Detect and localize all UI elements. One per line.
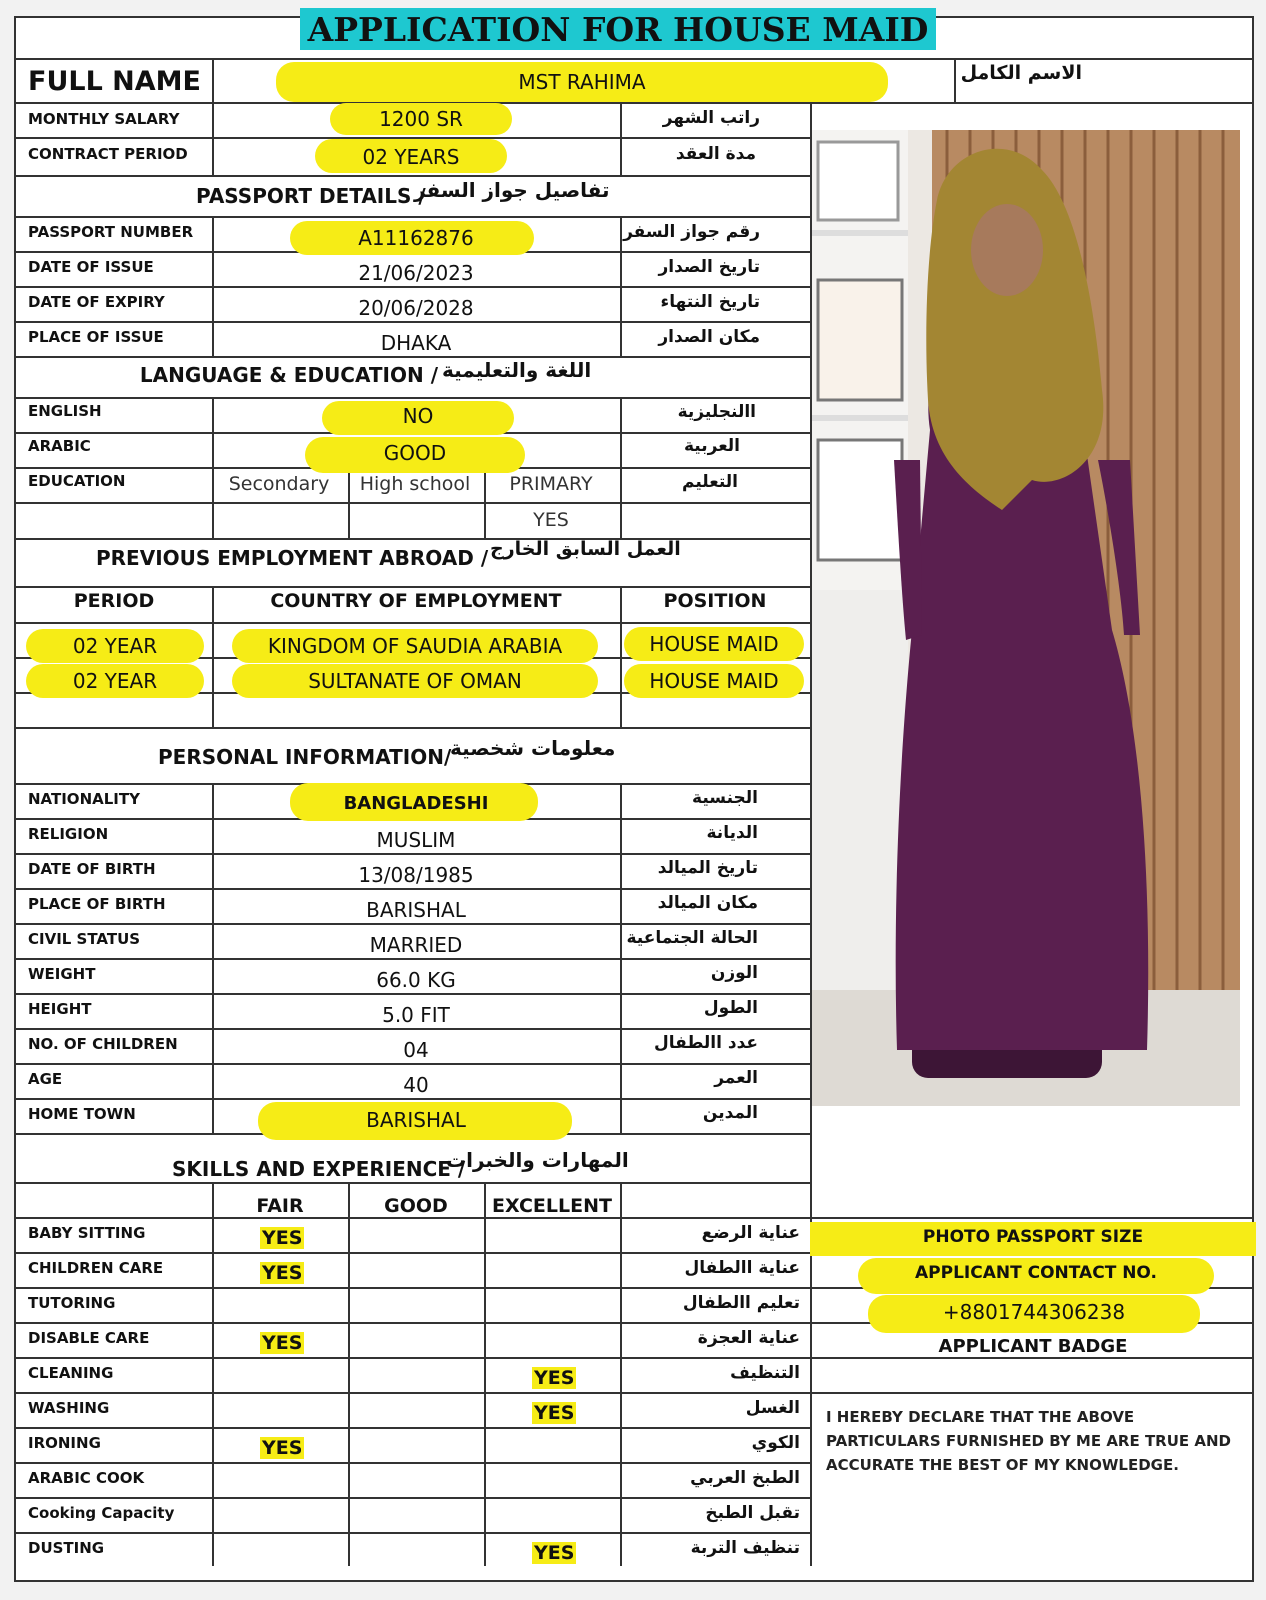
grid-vline — [212, 397, 214, 538]
employment-heading-ar: العمل السابق الخارج — [490, 538, 681, 560]
grid-hline — [810, 1217, 1254, 1219]
full-name-label-ar: الاسم الكامل — [960, 62, 1082, 84]
skill-fair-mark: YES — [262, 1332, 303, 1354]
full-name-value: MST RAHIMA — [518, 70, 646, 94]
english-value: NO — [402, 404, 434, 428]
skill-row-label: DISABLE CARE — [28, 1329, 150, 1347]
education-level-high-school: High school — [359, 473, 471, 495]
passport-row-value: 20/06/2028 — [358, 296, 474, 320]
passport-row-label-ar: تاريخ النتهاء — [660, 292, 760, 312]
skill-row-label-ar: تنظيف التربة — [690, 1538, 800, 1558]
employment-1-position: HOUSE MAID — [649, 632, 779, 656]
passport-row-label: DATE OF EXPIRY — [28, 293, 165, 311]
employment-col-country: COUNTRY OF EMPLOYMENT — [270, 590, 562, 612]
grid-vline — [348, 1182, 350, 1566]
passport-row-label: PASSPORT NUMBER — [28, 223, 194, 241]
personal-row-label: RELIGION — [28, 825, 109, 843]
personal-row-label-ar: الوزن — [710, 963, 758, 983]
employment-2-position: HOUSE MAID — [649, 669, 779, 693]
personal-row-label: NO. OF CHILDREN — [28, 1035, 178, 1053]
grid-hline — [14, 1532, 810, 1534]
skill-row-label-ar: تقبل الطبخ — [705, 1503, 800, 1523]
skill-row-label: ARABIC COOK — [28, 1469, 145, 1487]
personal-row-value: BARISHAL — [366, 898, 466, 922]
skill-excellent-mark: YES — [534, 1542, 575, 1564]
grid-hline — [14, 321, 810, 323]
personal-row-label: HEIGHT — [28, 1000, 92, 1018]
personal-row-label: NATIONALITY — [28, 790, 140, 808]
personal-row-value: 5.0 FIT — [382, 1003, 450, 1027]
grid-hline — [14, 356, 810, 358]
skills-col-fair: FAIR — [256, 1195, 304, 1217]
skill-row-label: DUSTING — [28, 1539, 105, 1557]
passport-row-value: A11162876 — [358, 226, 474, 250]
education-level-secondary: Secondary — [228, 473, 330, 495]
skills-col-excellent: EXCELLENT — [492, 1195, 612, 1217]
grid-vline — [620, 783, 622, 1133]
arabic-label: ARABIC — [28, 437, 91, 455]
employment-2-period: 02 YEAR — [72, 669, 158, 693]
monthly-salary-value: 1200 SR — [379, 107, 463, 131]
grid-hline — [14, 888, 810, 890]
english-label: ENGLISH — [28, 402, 102, 420]
full-name-label: FULL NAME — [28, 66, 201, 97]
grid-hline — [14, 58, 1254, 60]
skills-heading: SKILLS AND EXPERIENCE / — [172, 1157, 466, 1181]
grid-hline — [14, 1462, 810, 1464]
grid-vline — [620, 397, 622, 538]
skill-row-label-ar: عناية الرضع — [701, 1223, 800, 1243]
language-heading-ar: اللغة والتعليمية — [442, 358, 592, 382]
personal-row-value: 13/08/1985 — [358, 863, 474, 887]
grid-hline — [14, 397, 810, 399]
grid-hline — [14, 586, 810, 588]
grid-hline — [14, 993, 810, 995]
skill-row-label-ar: الطبخ العربي — [690, 1468, 800, 1488]
arabic-value: GOOD — [383, 441, 447, 465]
skill-row-label-ar: عناية االطفال — [684, 1258, 800, 1278]
education-primary-answer: YES — [533, 509, 569, 531]
grid-hline — [810, 1392, 1254, 1394]
grid-hline — [14, 216, 810, 218]
grid-vline — [620, 102, 622, 175]
grid-hline — [14, 502, 810, 504]
grid-hline — [14, 286, 810, 288]
grid-hline — [14, 727, 810, 729]
personal-row-value: 66.0 KG — [376, 968, 456, 992]
page-title: APPLICATION FOR HOUSE MAID — [307, 10, 929, 49]
personal-row-label: HOME TOWN — [28, 1105, 136, 1123]
grid-hline — [14, 1063, 810, 1065]
skill-row-label: BABY SITTING — [28, 1224, 146, 1242]
grid-vline — [620, 216, 622, 356]
grid-vline — [484, 1182, 486, 1566]
grid-hline — [14, 853, 810, 855]
skill-row-label-ar: التنظيف — [730, 1363, 800, 1383]
skill-fair-mark: YES — [262, 1227, 303, 1249]
grid-hline — [14, 1252, 810, 1254]
contract-period-label: CONTRACT PERIOD — [28, 145, 188, 163]
employment-1-country: KINGDOM OF SAUDIA ARABIA — [267, 634, 563, 658]
skills-col-good: GOOD — [384, 1195, 448, 1217]
employment-col-period: PERIOD — [73, 590, 155, 612]
personal-row-label-ar: الجنسية — [692, 788, 758, 808]
monthly-salary-label-ar: راتب الشهر — [662, 108, 760, 128]
grid-hline — [14, 1028, 810, 1030]
grid-hline — [810, 1357, 1254, 1359]
personal-heading: PERSONAL INFORMATION/ — [158, 745, 452, 769]
skill-row-label: CHILDREN CARE — [28, 1259, 164, 1277]
personal-row-value: BARISHAL — [366, 1108, 466, 1132]
grid-hline — [14, 102, 1254, 104]
skill-row-label-ar: تعليم االطفال — [682, 1293, 800, 1313]
education-level-primary: PRIMARY — [509, 473, 593, 495]
education-label-ar: التعليم — [682, 472, 738, 492]
language-heading: LANGUAGE & EDUCATION / — [139, 363, 438, 387]
grid-hline — [14, 1322, 810, 1324]
personal-row-label: AGE — [28, 1070, 63, 1088]
skill-row-label: WASHING — [28, 1399, 110, 1417]
passport-row-label-ar: رقم جواز السفر — [623, 222, 760, 242]
skill-row-label-ar: الكوي — [751, 1433, 800, 1453]
grid-vline — [212, 58, 214, 175]
passport-row-value: 21/06/2023 — [358, 261, 474, 285]
skill-fair-mark: YES — [262, 1437, 303, 1459]
personal-row-label-ar: الحالة الجتماعية — [626, 928, 758, 948]
personal-row-label-ar: المدين — [702, 1103, 758, 1123]
grid-hline — [14, 622, 810, 624]
personal-row-label: WEIGHT — [28, 965, 96, 983]
grid-hline — [14, 1217, 810, 1219]
employment-1-period: 02 YEAR — [72, 634, 158, 658]
passport-row-label-ar: تاريخ الصدار — [658, 257, 760, 277]
grid-hline — [14, 1497, 810, 1499]
skill-row-label: Cooking Capacity — [28, 1504, 175, 1522]
grid-hline — [14, 1392, 810, 1394]
skill-row-label: TUTORING — [28, 1294, 116, 1312]
applicant-photo — [812, 130, 1240, 1106]
monthly-salary-label: MONTHLY SALARY — [28, 110, 180, 128]
skill-row-label-ar: عناية العجزة — [697, 1328, 800, 1348]
personal-row-value: MARRIED — [369, 933, 463, 957]
grid-hline — [14, 1098, 810, 1100]
grid-hline — [14, 1357, 810, 1359]
contract-period-label-ar: مدة العقد — [675, 144, 756, 164]
applicant-badge-label: APPLICANT BADGE — [938, 1336, 1128, 1357]
personal-row-label-ar: الطول — [703, 998, 758, 1018]
grid-hline — [14, 1182, 810, 1184]
personal-row-value: BANGLADESHI — [343, 793, 489, 814]
passport-heading-ar: تفاصيل جواز السفر — [414, 178, 610, 202]
passport-row-label: DATE OF ISSUE — [28, 258, 154, 276]
grid-vline — [212, 1182, 214, 1566]
declaration-text: I HEREBY DECLARE THAT THE ABOVE PARTICULARS FURNISHED BY ME ARE TRUE AND ACCURATE THE BEST OF MY KNOWLEDGE. — [826, 1408, 1231, 1474]
grid-hline — [14, 1287, 810, 1289]
applicant-contact-label: APPLICANT CONTACT NO. — [915, 1263, 1157, 1283]
skill-row-label: IRONING — [28, 1434, 101, 1452]
skill-row-label-ar: الغسل — [745, 1398, 800, 1418]
skill-row-label: CLEANING — [28, 1364, 114, 1382]
personal-row-label: PLACE OF BIRTH — [28, 895, 166, 913]
passport-heading: PASSPORT DETAILS / — [196, 184, 426, 208]
grid-hline — [14, 958, 810, 960]
grid-hline — [14, 1427, 810, 1429]
english-label-ar: االنجليزية — [677, 402, 756, 422]
personal-row-label-ar: عدد االطفال — [653, 1033, 758, 1053]
contract-period-value: 02 YEARS — [362, 145, 460, 169]
personal-row-label: DATE OF BIRTH — [28, 860, 156, 878]
education-label: EDUCATION — [28, 472, 126, 490]
passport-row-value: DHAKA — [380, 331, 452, 355]
skill-fair-mark: YES — [262, 1262, 303, 1284]
employment-heading: PREVIOUS EMPLOYMENT ABROAD / — [96, 546, 489, 570]
personal-row-label-ar: الديانة — [706, 823, 758, 843]
personal-heading-ar: معلومات شخصية — [450, 736, 616, 760]
grid-hline — [14, 923, 810, 925]
skill-excellent-mark: YES — [534, 1367, 575, 1389]
personal-row-value: 40 — [403, 1073, 429, 1097]
arabic-label-ar: العربية — [683, 436, 740, 456]
applicant-contact-value: +8801744306238 — [942, 1300, 1126, 1324]
personal-row-label-ar: مكان الميالد — [657, 893, 758, 913]
personal-row-value: 04 — [403, 1038, 429, 1062]
passport-row-label: PLACE OF ISSUE — [28, 328, 164, 346]
photo-passport-size-label: PHOTO PASSPORT SIZE — [922, 1227, 1144, 1247]
skills-heading-ar: المهارات والخبرات — [446, 1148, 629, 1172]
grid-vline — [620, 1182, 622, 1566]
employment-col-position: POSITION — [663, 590, 767, 612]
personal-row-value: MUSLIM — [376, 828, 456, 852]
personal-row-label-ar: تاريخ الميالد — [657, 858, 758, 878]
passport-row-label-ar: مكان الصدار — [658, 327, 760, 347]
personal-row-label-ar: العمر — [714, 1068, 758, 1088]
grid-hline — [14, 175, 810, 177]
employment-2-country: SULTANATE OF OMAN — [308, 669, 522, 693]
personal-row-label: CIVIL STATUS — [28, 930, 141, 948]
skill-excellent-mark: YES — [534, 1402, 575, 1424]
